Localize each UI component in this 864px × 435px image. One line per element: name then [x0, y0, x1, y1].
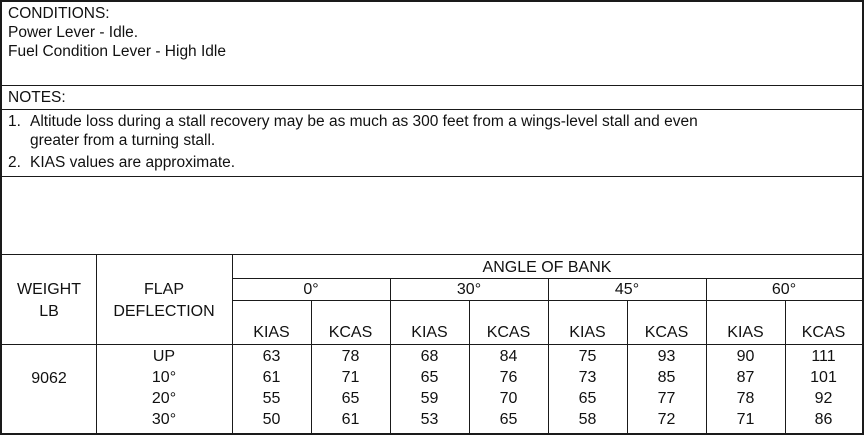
speed-cell-kias-60: 71 — [736, 411, 755, 428]
table-header-bottom — [2, 344, 862, 345]
condition-fuel-lever: Fuel Condition Lever - High Idle — [8, 43, 226, 60]
angle-45: 45° — [614, 281, 640, 298]
speed-cell-kias-30: 53 — [420, 411, 439, 428]
kias-header: KIAS — [411, 324, 448, 341]
speed-cell-kcas-60: 111 — [811, 348, 836, 365]
speed-cell-kcas-45: 85 — [657, 369, 676, 386]
weight-unit-header: LB — [39, 303, 59, 320]
flap-20: 20° — [151, 390, 177, 407]
note-1-text-cont: greater from a turning stall. — [30, 132, 216, 149]
flap-up: UP — [152, 348, 176, 365]
kias-header: KIAS — [569, 324, 606, 341]
kcas-header: KCAS — [801, 324, 846, 341]
speed-cell-kcas-60: 86 — [814, 411, 833, 428]
speed-cell-kcas-30: 84 — [499, 348, 518, 365]
table-top-border — [2, 254, 862, 255]
weight-header: WEIGHT — [17, 281, 81, 298]
speed-cell-kcas-0: 78 — [341, 348, 360, 365]
speed-cell-kias-60: 78 — [736, 390, 755, 407]
flap-10: 10° — [151, 369, 177, 386]
speed-cell-kias-60: 90 — [736, 348, 755, 365]
note-1-text: Altitude loss during a stall recovery may be as much as 300 feet from a wings-level stall and even — [30, 113, 698, 130]
kcas-header: KCAS — [644, 324, 689, 341]
angle-header-rule — [232, 278, 862, 279]
divider — [2, 176, 862, 177]
flap-deflection-header: DEFLECTION — [113, 303, 215, 320]
speed-cell-kias-30: 68 — [420, 348, 439, 365]
speed-cell-kcas-30: 70 — [499, 390, 518, 407]
speed-cell-kias-45: 65 — [578, 390, 597, 407]
angle-values-rule — [232, 300, 862, 301]
speed-cell-kcas-0: 61 — [341, 411, 360, 428]
speed-cell-kias-45: 73 — [578, 369, 597, 386]
speed-cell-kcas-30: 65 — [499, 411, 518, 428]
note-2-text: KIAS values are approximate. — [30, 154, 236, 171]
speed-cell-kias-45: 75 — [578, 348, 597, 365]
speed-cell-kcas-30: 76 — [499, 369, 518, 386]
angle-0: 0° — [303, 281, 319, 298]
angle-60: 60° — [771, 281, 797, 298]
speed-cell-kcas-60: 101 — [810, 369, 837, 386]
kcas-header: KCAS — [486, 324, 531, 341]
speed-cell-kias-30: 65 — [420, 369, 439, 386]
note-1-number: 1. — [8, 113, 21, 130]
angle-of-bank-header: ANGLE OF BANK — [482, 259, 612, 276]
kias-header: KIAS — [727, 324, 764, 341]
speed-cell-kcas-0: 65 — [341, 390, 360, 407]
angle-30: 30° — [456, 281, 482, 298]
divider — [2, 109, 862, 110]
speed-cell-kias-30: 59 — [420, 390, 439, 407]
condition-power-lever: Power Lever - Idle. — [8, 24, 139, 41]
speed-cell-kcas-45: 93 — [657, 348, 676, 365]
speed-cell-kias-60: 87 — [736, 369, 755, 386]
notes-heading: NOTES: — [8, 89, 66, 106]
speed-cell-kias-0: 50 — [262, 411, 281, 428]
speed-cell-kcas-45: 77 — [657, 390, 676, 407]
speed-cell-kcas-60: 92 — [814, 390, 833, 407]
speed-cell-kias-0: 63 — [262, 348, 281, 365]
kcas-header: KCAS — [328, 324, 373, 341]
flap-30: 30° — [151, 411, 177, 428]
speed-cell-kias-0: 61 — [262, 369, 281, 386]
note-2-number: 2. — [8, 154, 21, 171]
speed-cell-kias-0: 55 — [262, 390, 281, 407]
conditions-heading: CONDITIONS: — [8, 5, 110, 22]
weight-value: 9062 — [31, 370, 67, 387]
speed-cell-kias-45: 58 — [578, 411, 597, 428]
flap-header: FLAP — [143, 281, 184, 298]
speed-cell-kcas-0: 71 — [341, 369, 360, 386]
kias-header: KIAS — [253, 324, 290, 341]
divider — [2, 85, 862, 86]
speed-cell-kcas-45: 72 — [657, 411, 676, 428]
